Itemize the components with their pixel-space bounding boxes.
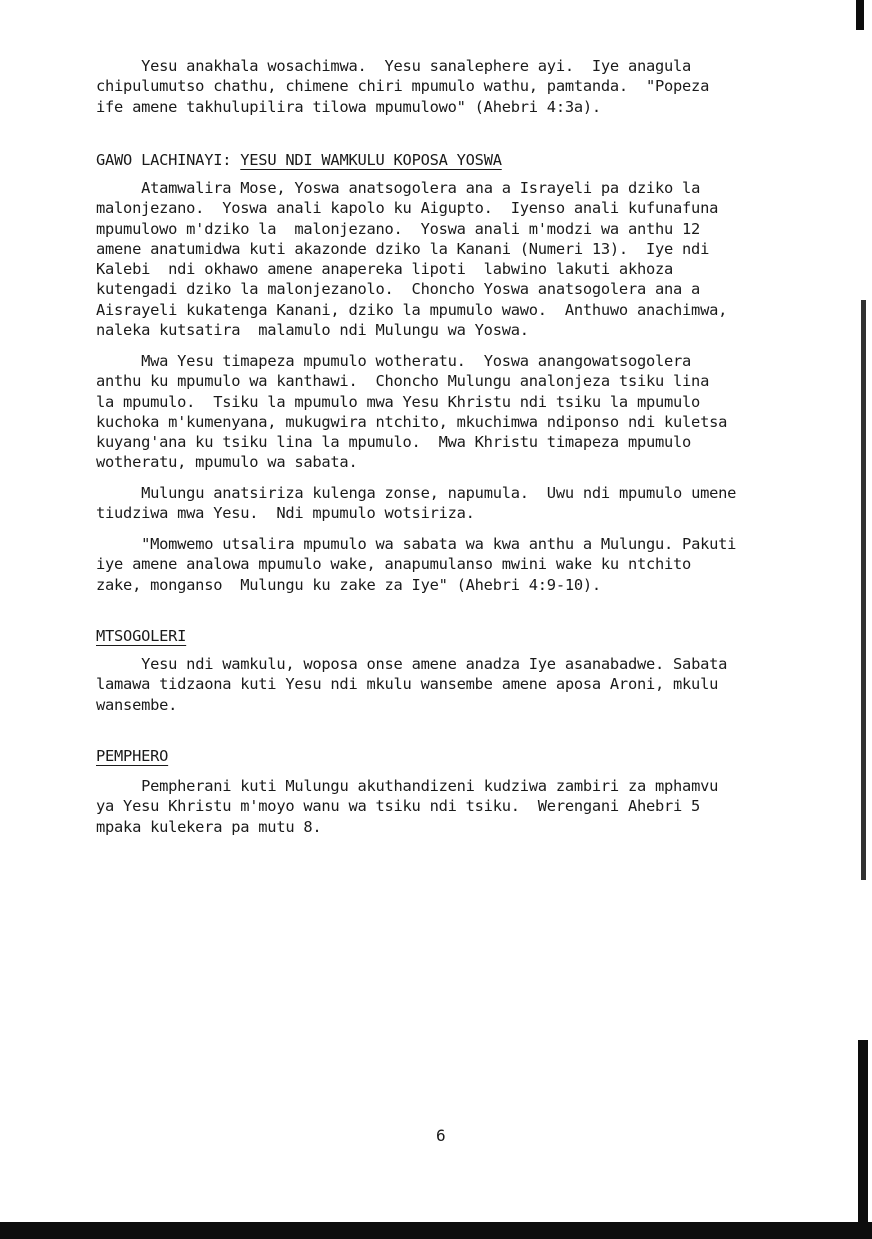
- section-paragraph-2: Mwa Yesu timapeza mpumulo wotheratu. Yoswa anangowatsogolera anthu ku mpumulo wa kanthawi. Choncho Mulungu analonjeza tsiku lina la mpumulo. Tsiku la mpumulo mwa Yesu Khristu ndi tsiku la mpumulo kuchoka m'kumenyana, mukugwira ntchito, mkuchimwa ndiponso ndi kuletsa kuyang'ana ku tsiku lina la mpumulo. Mwa Khristu timapeza mpumulo wotheratu, mpumulo wa sabata.: [96, 352, 728, 472]
- intro-paragraph: Yesu anakhala wosachimwa. Yesu sanalephere ayi. Iye anagula chipulumutso chathu, chimene chiri mpumulo wathu, pamtanda. "Popeza ife amene takhulupilira tilowa mpumulowo" (Ahebri 4:3a).: [96, 57, 710, 116]
- scan-bottom-band: [0, 1222, 872, 1239]
- section-paragraph-4: "Momwemo utsalira mpumulo wa sabata wa kwa anthu a Mulungu. Pakuti iye amene analowa mpumulo wake, anapumulanso mwini wake ku ntchito zake, monganso Mulungu ku zake za Iye" (Ahebri 4:9-10).: [96, 535, 737, 594]
- summary-paragraph: Yesu ndi wamkulu, woposa onse amene anadza Iye asanabadwe. Sabata lamawa tidzaona kuti Yesu ndi mkulu wansembe amene aposa Aroni, mkulu wansembe.: [96, 655, 728, 714]
- prayer-paragraph: Pempherani kuti Mulungu akuthandizeni kudziwa zambiri za mphamvu ya Yesu Khristu m'moyo wanu wa tsiku ndi tsiku. Werengani Ahebri 5 mpaka kulekera pa mutu 8.: [96, 777, 719, 836]
- summary-heading: MTSOGOLERI: [96, 627, 187, 645]
- section-heading: [96, 150, 502, 170]
- page-number: 6: [436, 1126, 446, 1145]
- scan-edge-lower: [858, 1040, 868, 1222]
- section-paragraph-1: Atamwalira Mose, Yoswa anatsogolera ana a Israyeli pa dziko la malonjezano. Yoswa anali kapolo ku Aigupto. Iyenso anali kufunafuna mpumulowo m'dziko la malonjezano. Yoswa anali m'modzi wa anthu 12 amene anatumidwa kuti akazonde dziko la Kanani (Numeri 13). Iye ndi Kalebi ndi okhawo amene anapereka lipoti labwino lakuti akhoza kutengadi dziko la malonjezanolo. Choncho Yoswa anatsogolera ana a Aisrayeli kukatenga Kanani, dziko la mpumulo wawo. Anthuwo anachimwa, naleka kutsatira malamulo ndi Mulungu wa Yoswa.: [96, 179, 728, 340]
- section-title: YESU NDI WAMKULU KOPOSA YOSWA: [240, 151, 502, 169]
- scan-edge-top: [856, 0, 864, 30]
- section-prefix: GAWO LACHINAYI:: [96, 151, 241, 169]
- prayer-heading: PEMPHERO: [96, 747, 169, 765]
- section-paragraph-3: Mulungu anatsiriza kulenga zonse, napumula. Uwu ndi mpumulo umene tiudziwa mwa Yesu. Ndi mpumulo wotsiriza.: [96, 484, 737, 523]
- scan-edge-right: [861, 300, 866, 880]
